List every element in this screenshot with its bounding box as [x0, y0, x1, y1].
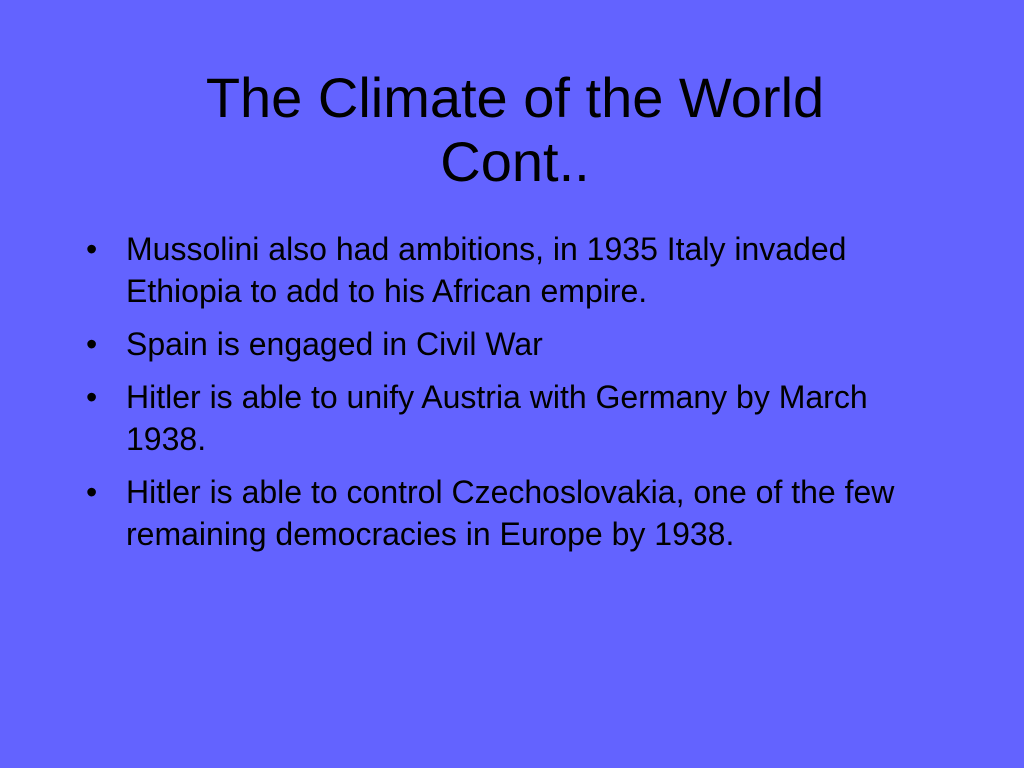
bullet-text: Spain is engaged in Civil War [126, 326, 543, 362]
bullet-item [86, 323, 946, 365]
bullet-item [86, 471, 946, 555]
bullet-item [86, 376, 946, 460]
bullet-dot-icon: • [86, 231, 98, 267]
bullet-dot-icon: • [86, 379, 98, 415]
slide-title-line-1: The Climate of the World [205, 66, 825, 129]
bullet-list [86, 228, 946, 566]
bullet-dot-icon: • [86, 474, 98, 510]
bullet-dot-icon: • [86, 326, 98, 362]
bullet-text: Hitler is able to control Czechoslovakia, one of the few remaining democracies in Europe by 1938. [126, 474, 895, 552]
slide-title-line-2: Cont.. [440, 130, 590, 193]
bullet-item [86, 228, 946, 312]
slide-title [100, 66, 930, 194]
bullet-text: Mussolini also had ambitions, in 1935 Italy invaded Ethiopia to add to his African empire. [126, 231, 847, 309]
bullet-text: Hitler is able to unify Austria with Germany by March 1938. [126, 379, 868, 457]
